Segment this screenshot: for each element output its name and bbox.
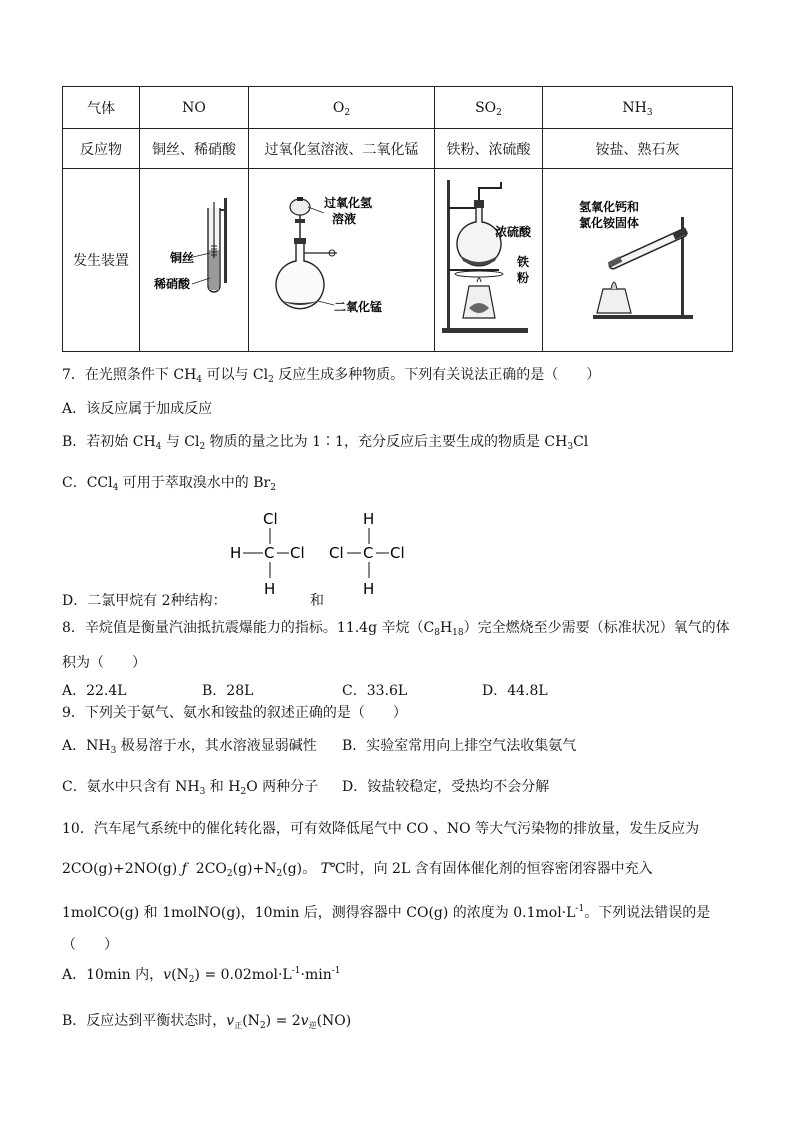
q7-option-a: A．该反应属于加成反应 <box>62 401 213 417</box>
app1-label-copper: 铜丝 <box>170 251 195 265</box>
apparatus-no <box>140 169 249 352</box>
app3-label-fe-b: 粉 <box>516 271 529 285</box>
q9-option-a: A．$NH_3$ 极易溶于水，其水溶液显弱碱性 <box>62 738 317 756</box>
gas-nh3: $NH_3$ <box>543 87 733 129</box>
s1-center: C <box>264 544 275 562</box>
gas-table <box>62 86 733 352</box>
q8-option-d: D．44.8L <box>482 683 548 699</box>
gas-so2: $SO_2$ <box>435 87 543 129</box>
gas-no: NO <box>140 87 249 129</box>
s2-left: Cl <box>329 544 344 562</box>
header-gas-label: 气体 <box>63 87 140 129</box>
gas-o2: $O_2$ <box>249 87 435 129</box>
app3-label-acid: 浓硫酸 <box>494 225 531 239</box>
apparatus-so2 <box>435 169 543 352</box>
apparatus-nh3 <box>543 169 733 352</box>
q9-option-d: D．铵盐较稳定，受热均不会分解 <box>342 779 550 795</box>
q8-option-b: B．28L <box>202 683 254 699</box>
q10-stem-line4: （ ） <box>62 937 118 953</box>
q9-option-b: B．实验室常用向上排空气法收集氨气 <box>342 738 577 754</box>
s1-right: Cl <box>290 544 305 562</box>
s1-left: H <box>230 544 242 562</box>
reactant-o2: 过氧化氢溶液、二氧化锰 <box>249 129 435 169</box>
flask-funnel-apparatus-icon <box>262 193 422 323</box>
q7-stem: 7．在光照条件下 $CH_4$ 可以与 $Cl_2$ 反应生成多种物质。下列有关说法正确的是（ ） <box>62 367 601 385</box>
reactant-no: 铜丝、稀硝酸 <box>140 129 249 169</box>
q7-option-c: C．CCl$_4$ 可用于萃取溴水中的 $Br_2$ <box>62 475 276 493</box>
app1-label-acid: 稀硝酸 <box>154 277 191 291</box>
app2-label-h2o2-b: 溶液 <box>331 212 356 226</box>
q8-stem-line2: 积为（ ） <box>62 655 146 671</box>
q8-option-a: A．22.4L <box>62 683 127 699</box>
q9-option-c: C．氨水中只含有 $NH_3$ 和 $H_2O$ 两种分子 <box>62 779 319 797</box>
q9-stem: 9．下列关于氨气、氨水和铵盐的叙述正确的是（ ） <box>62 705 407 721</box>
s1-bottom: H <box>264 580 276 598</box>
dichloromethane-structures <box>225 508 425 600</box>
q7-and: 和 <box>310 593 324 609</box>
app4-label-l2: 氯化铵固体 <box>578 216 639 230</box>
app4-label-l1: 氢氧化钙和 <box>578 200 639 214</box>
reactant-nh3: 铵盐、熟石灰 <box>543 129 733 169</box>
q7-option-b: B．若初始 $CH_4$ 与 $Cl_2$ 物质的量之比为 1∶1，充分反应后主要生成的物质是 $CH_3Cl$ <box>62 434 589 452</box>
heated-flask-apparatus-icon <box>439 178 539 338</box>
inclined-tube-apparatus-icon <box>573 193 703 323</box>
s2-center: C <box>363 544 374 562</box>
s2-bottom: H <box>363 580 375 598</box>
app2-label-h2o2-a: 过氧化氢 <box>323 196 372 210</box>
s2-right: Cl <box>390 544 405 562</box>
test-tube-apparatus-icon <box>144 198 244 318</box>
q10-equation: 2CO(g)+2NO(g) ƒ $2CO_2(g)+N_2(g)$。 T℃时，向 2L 含有固体催化剂的恒容密闭容器中充入 <box>62 861 653 879</box>
q8-option-c: C．33.6L <box>342 683 408 699</box>
q7-option-d: D．二氯甲烷有 2种结构： <box>62 593 227 609</box>
s2-top: H <box>363 510 375 528</box>
q10-stem-line3: 1molCO(g) 和 1molNO(g)，10min 后，测得容器中 CO(g) 的浓度为 $0.1mol\cdot L^{-1}$。下列说法错误的是 <box>62 904 711 921</box>
q10-option-b: B．反应达到平衡状态时，$v_正(N_2) = 2v_逆(NO)$ <box>62 1013 352 1031</box>
s1-top: Cl <box>263 510 278 528</box>
q10-stem-line1: 10．汽车尾气系统中的催化转化器，可有效降低尾气中 CO 、NO 等大气污染物的排放量，发生反应为 <box>62 821 700 837</box>
app2-label-mno2: 二氧化锰 <box>333 300 382 314</box>
reactant-so2: 铁粉、浓硫酸 <box>435 129 543 169</box>
apparatus-o2 <box>249 169 435 352</box>
app3-label-fe-a: 铁 <box>516 255 529 269</box>
reactant-label: 反应物 <box>63 129 140 169</box>
q10-option-a: A．10min 内，$v(N_2) = 0.02mol\cdot L^{-1}\cdot\min^{-1}$ <box>62 966 341 985</box>
device-label: 发生装置 <box>63 169 140 352</box>
q8-stem-line1: 8．辛烷值是衡量汽油抵抗震爆能力的指标。11.4g 辛烷$(C_8H_{18})$完全燃烧至少需要（标准状况）氧气的体 <box>62 620 730 638</box>
